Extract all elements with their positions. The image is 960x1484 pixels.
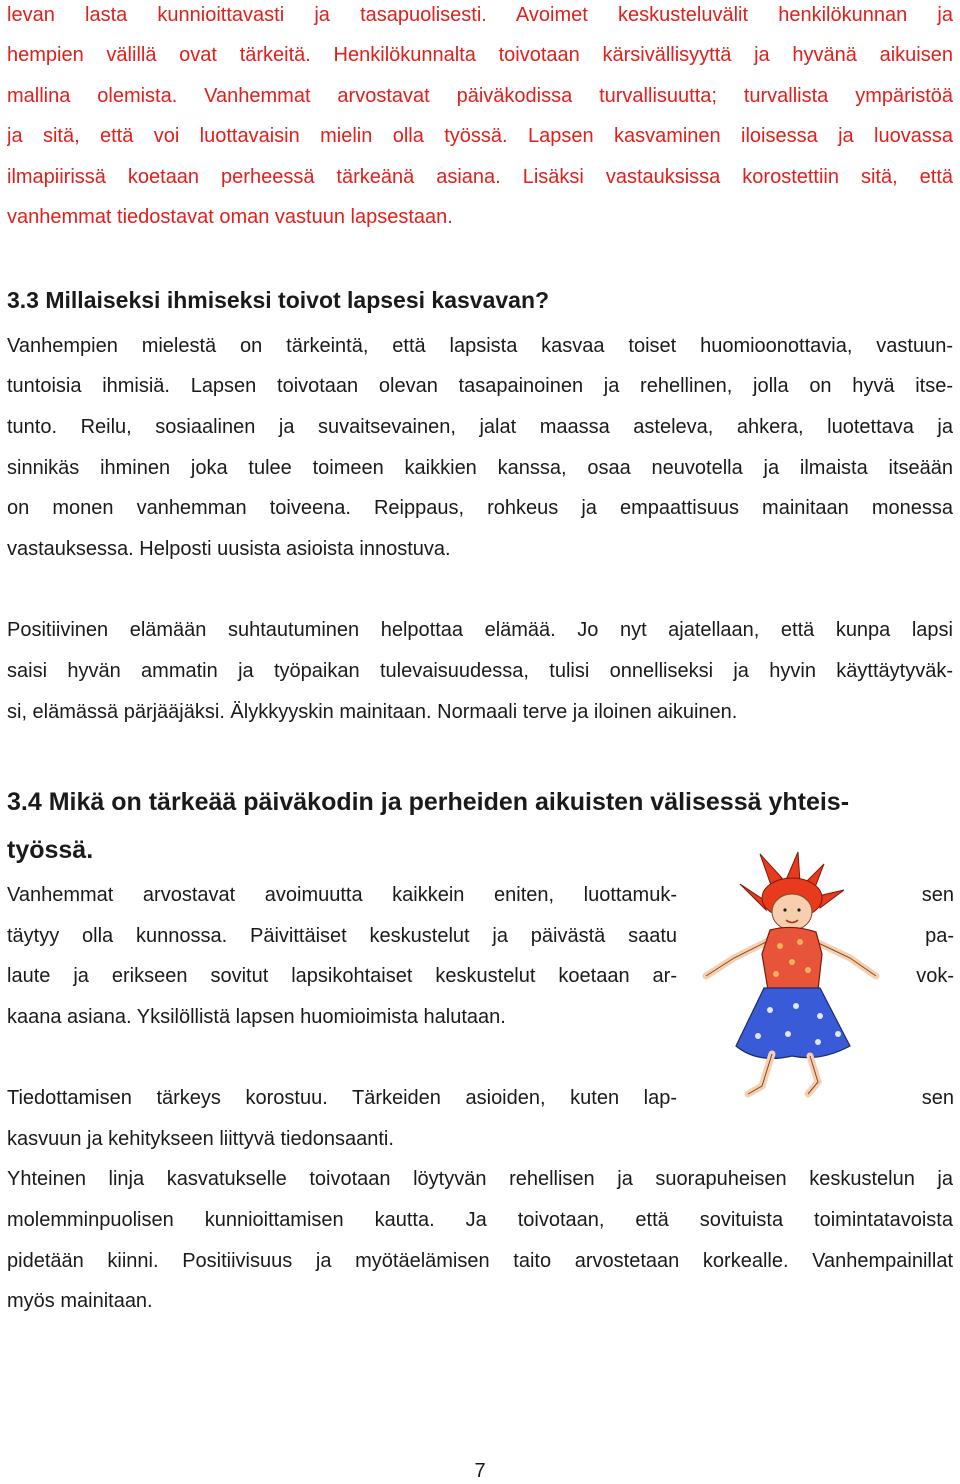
s34-p2-line-2: kasvuun ja kehitykseen liittyvä tiedonsaanti. — [7, 1128, 394, 1150]
s34-p1-left-3: laute ja erikseen sovitut lapsikohtaiset keskustelut koetaan ar- — [7, 965, 677, 987]
intro-line-6: vanhemmat tiedostavat oman vastuun lapsestaan. — [7, 206, 453, 228]
s33-p1-line-6: vastauksessa. Helposti uusista asioista innostuva. — [7, 538, 451, 560]
s33-p1-line-2: tuntoisia ihmisiä. Lapsen toivotaan olevan tasapainoinen ja rehellinen, jolla on hyvä itse- — [7, 375, 953, 397]
s34-p1-right-3: vok- — [916, 965, 954, 987]
s34-p1-left-2: täytyy olla kunnossa. Päivittäiset keskustelut ja päivästä saatu — [7, 925, 677, 947]
s34-p3-line-2: molemminpuolisen kunnioittamisen kautta. Ja toivotaan, että sovituista toimintatavoista — [7, 1209, 953, 1231]
intro-line-2: hempien välillä ovat tärkeitä. Henkilökunnalta toivotaan kärsivällisyyttä ja hyvänä aikuisen — [7, 44, 953, 66]
intro-line-1: levan lasta kunnioittavasti ja tasapuolisesti. Avoimet keskusteluvälit henkilökunnan ja — [7, 4, 953, 26]
intro-line-4: ja sitä, että voi luottavaisin mielin olla työssä. Lapsen kasvaminen iloisessa ja luovassa — [7, 125, 953, 147]
dancing-girl-clipart-icon — [700, 850, 895, 1100]
s33-p2-line-2: saisi hyvän ammatin ja työpaikan tulevaisuudessa, tulisi onnelliseksi ja hyvin käyttäytyväk- — [7, 660, 953, 682]
intro-line-3: mallina olemista. Vanhemmat arvostavat päiväkodissa turvallisuutta; turvallista ympäristöä — [7, 85, 953, 107]
s34-p2-left-1: Tiedottamisen tärkeys korostuu. Tärkeiden asioiden, kuten lap- — [7, 1087, 677, 1109]
girl-shirt — [762, 927, 822, 990]
section-3-4-heading-line-1: 3.4 Mikä on tärkeää päiväkodin ja perheiden aikuisten välisessä yhteis- — [7, 788, 850, 816]
section-3-3-heading: 3.3 Millaiseksi ihmiseksi toivot lapsesi kasvavan? — [7, 287, 550, 313]
s34-p1-left-1: Vanhemmat arvostavat avoimuutta kaikkein eniten, luottamuk- — [7, 884, 677, 906]
s33-p1-line-3: tunto. Reilu, sosiaalinen ja suvaitsevainen, jalat maassa asteleva, ahkera, luotettava ja — [7, 416, 953, 438]
s34-p3-line-4: myös mainitaan. — [7, 1290, 153, 1312]
intro-line-5: ilmapiirissä koetaan perheessä tärkeänä asiana. Lisäksi vastauksissa korostettiin sitä, että — [7, 166, 953, 188]
s33-p1-line-4: sinnikäs ihminen joka tulee toimeen kaikkien kanssa, osaa neuvotella ja ilmaista itseään — [7, 457, 953, 479]
section-3-4-heading-line-2: työssä. — [7, 836, 94, 864]
girl-skirt — [736, 988, 850, 1058]
s33-p1-line-5: on monen vanhemman toiveena. Reippaus, rohkeus ja empaattisuus mainitaan monessa — [7, 497, 953, 519]
s34-p1-left-4: kaana asiana. Yksilöllistä lapsen huomioimista halutaan. — [7, 1006, 506, 1028]
s34-p3-line-3: pidetään kiinni. Positiivisuus ja myötäelämisen taito arvostetaan korkealle. Vanhempainillat — [7, 1250, 953, 1272]
s33-p2-line-3: si, elämässä pärjääjäksi. Älykkyyskin mainitaan. Normaali terve ja iloinen aikuinen. — [7, 701, 738, 723]
s34-p3-line-1: Yhteinen linja kasvatukselle toivotaan löytyvän rehellisen ja suorapuheisen keskustelun ja — [7, 1168, 953, 1190]
s34-p1-right-2: pa- — [925, 925, 954, 947]
s33-p2-line-1: Positiivinen elämään suhtautuminen helpottaa elämää. Jo nyt ajatellaan, että kunpa lapsi — [7, 619, 953, 641]
s34-p1-right-1: sen — [921, 884, 954, 906]
s33-p1-line-1: Vanhempien mielestä on tärkeintä, että lapsista kasvaa toiset huomioonottavia, vastuun- — [7, 335, 953, 357]
s34-p2-right-1: sen — [921, 1087, 954, 1109]
girl-face — [772, 894, 812, 930]
girl-left-leg — [748, 1054, 772, 1094]
page-number: 7 — [474, 1460, 486, 1482]
